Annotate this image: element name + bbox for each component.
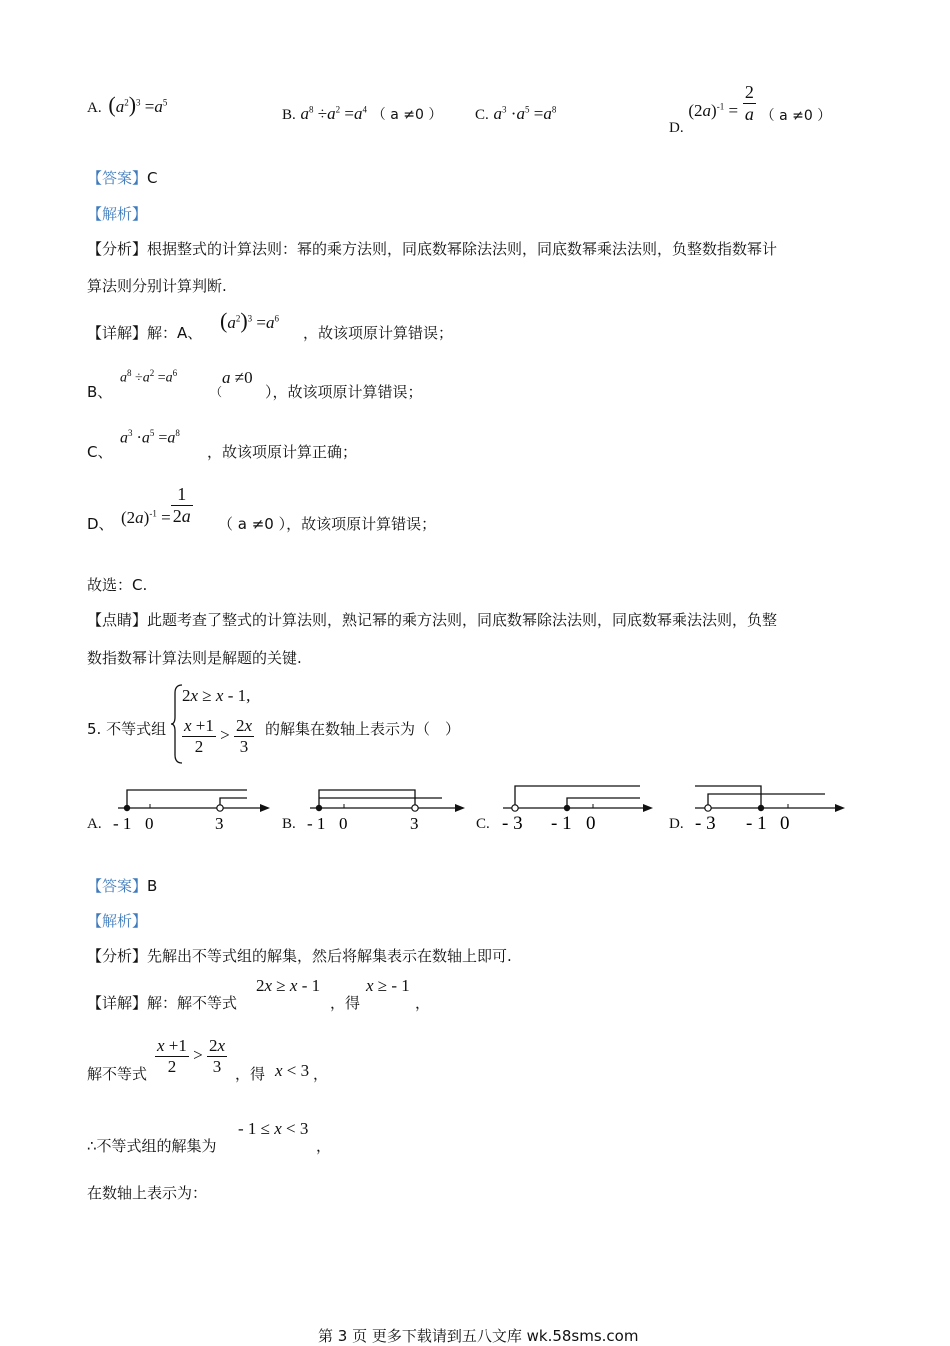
detail-prefix: 解：A、 [147, 324, 203, 342]
step1-result: x ≥ - 1 [366, 976, 410, 995]
ray-1 [515, 786, 640, 808]
tick-label: 3 [215, 814, 224, 833]
q4-option-c: C. $a^3 \cdot a^5 =a^8$ [475, 104, 557, 123]
xiangjie-tag: 【详解】 [87, 994, 148, 1012]
q5-option-c-numberline [498, 780, 658, 840]
step2-mid: ，得 [235, 1065, 266, 1083]
tick-label: 0 [339, 814, 348, 833]
formula-a: $(a^2)^3 =a^6$ [220, 308, 279, 333]
hollow-point [217, 805, 223, 811]
dianjing-tag: 【点睛】 [87, 611, 148, 629]
q5-option-a-label: A. [87, 816, 102, 832]
axis-arrow [455, 804, 465, 812]
page-footer: 第 3 页 更多下载请到五八文库 wk.58sms.com [318, 1327, 639, 1345]
q4-option-b: B. $a^8 \div a^2 =a^4$ （ a ≠0 ） [282, 104, 443, 123]
tick-label: 0 [586, 813, 596, 834]
fenxi-tag: 【分析】 [87, 947, 148, 965]
q5-step1 [87, 992, 237, 1013]
ray-1 [127, 790, 247, 808]
q4-detail-d-result: （ a ≠0 ），故该项原计算错误； [218, 515, 437, 533]
q4-option-a: A. $(a^2)^3 =a^5$ [87, 92, 168, 117]
option-label: B. [282, 107, 296, 123]
q5-stem-suffix: 的解集在数轴上表示为（ ） [265, 720, 461, 738]
dianjing-text: 此题考查了整式的计算法则，熟记幂的乘方法则，同底数幂除法法则，同底数幂乘法法则，负整 [147, 611, 778, 629]
formula-c: $a^3 \cdot a^5 =a^8$ [120, 428, 180, 447]
option-note: （ a ≠0 ） [760, 107, 832, 124]
q4-analysis-tag: 【解析】 [87, 205, 148, 223]
solution-set: - 1 ≤ x < 3 [238, 1119, 309, 1138]
answer-value: B [147, 877, 158, 895]
ray-1 [708, 794, 825, 808]
q5-step2-prefix: 解不等式 [87, 1065, 148, 1083]
q5-analysis-tag: 【解析】 [87, 912, 148, 930]
option-label: A. [87, 100, 102, 116]
q5-stem-prefix: 5. 不等式组 [87, 720, 167, 738]
answer-tag: 【答案】 [87, 169, 148, 187]
q4-detail-c-prefix: C、 [87, 443, 113, 461]
formula-b: $a^8 \div a^2 =a^6$ [120, 368, 178, 386]
fenxi-text: 根据整式的计算法则：幂的乘方法则，同底数幂除法法则，同底数幂乘法法则，负整数指数幂计 [147, 240, 778, 258]
q4-choose: 故选：C. [87, 576, 148, 594]
tick-label: - 1 [746, 813, 767, 834]
ray-2 [220, 798, 247, 808]
answer-value: C [147, 169, 158, 187]
q5-option-a-numberline [110, 780, 275, 840]
q4-answer [87, 167, 158, 188]
q4-dianjing-line1 [87, 609, 777, 630]
tick-label: - 3 [502, 813, 523, 834]
q4-option-d: D. $(2a)^{-1}$ = $\frac{2}{a}$ （ a ≠0 ） [669, 82, 832, 136]
tick-label: - 3 [695, 813, 716, 834]
inequality-2: $\frac{x +1}{2}$ > $\frac{2x}{3}$ [184, 716, 253, 756]
step1-end: ， [415, 994, 431, 1012]
q4-fenxi-line1 [87, 238, 777, 259]
inequality-1: 2x ≥ x - 1, [182, 686, 251, 705]
q5-option-d-label: D. [669, 816, 684, 832]
q5-answer [87, 875, 157, 896]
fenxi-tag: 【分析】 [87, 240, 148, 258]
answer-tag: 【答案】 [87, 877, 148, 895]
fenxi-text: 先解出不等式组的解集，然后将解集表示在数轴上即可. [147, 947, 512, 965]
tick-label: 0 [145, 814, 154, 833]
solid-point [564, 805, 570, 811]
step2-result: x < 3 [275, 1061, 310, 1080]
hollow-point [512, 805, 518, 811]
option-label: C. [475, 107, 489, 123]
solid-point [758, 805, 764, 811]
step-text: 解：解不等式 [147, 994, 238, 1012]
hollow-point [412, 805, 418, 811]
q5-fenxi [87, 945, 512, 966]
step2-inequality: $\frac{x +1}{2}$ > $\frac{2x}{3}$ [157, 1036, 226, 1076]
tick-label: 0 [780, 813, 790, 834]
q5-option-b-numberline [305, 780, 470, 840]
tick-label: - 1 [113, 814, 132, 833]
solid-point [316, 805, 322, 811]
q4-detail-d-prefix: D、 [87, 515, 114, 533]
step1-mid: ，得 [330, 994, 361, 1012]
step2-end: ， [313, 1065, 329, 1083]
q5-step4: 在数轴上表示为： [87, 1184, 208, 1202]
paren-open: （ [210, 385, 223, 399]
q4-detail-a-result: ，故该项原计算错误； [303, 324, 454, 342]
q4-detail-b-result: ），故该项原计算错误； [265, 383, 423, 401]
q4-detail-a [87, 322, 202, 343]
q5-option-c-label: C. [476, 816, 490, 832]
formula-b-cond: a ≠0 [222, 368, 253, 387]
q4-detail-c-result: ，故该项原计算正确； [207, 443, 358, 461]
ray-2 [567, 798, 640, 808]
ray-1 [319, 790, 415, 808]
tick-label: 3 [410, 814, 419, 833]
xiangjie-tag: 【详解】 [87, 324, 148, 342]
axis-arrow [643, 804, 653, 812]
q5-option-d-numberline [690, 780, 850, 840]
ray-2 [695, 786, 761, 808]
hollow-point [705, 805, 711, 811]
q4-fenxi-line2: 算法则分别计算判断. [87, 277, 227, 295]
axis-arrow [260, 804, 270, 812]
step1-inequality: 2x ≥ x - 1 [256, 976, 321, 995]
q4-detail-b-prefix: B、 [87, 383, 113, 401]
q5-option-b-label: B. [282, 816, 296, 832]
q4-dianjing-line2: 数指数幂计算法则是解题的关键. [87, 649, 302, 667]
solid-point [124, 805, 130, 811]
axis-arrow [835, 804, 845, 812]
q5-step3-prefix: ∴不等式组的解集为 [87, 1137, 217, 1155]
tick-label: - 1 [551, 813, 572, 834]
option-label: D. [669, 119, 684, 136]
tick-label: - 1 [307, 814, 326, 833]
formula-d: $(2a)^{-1}$ = $\frac{1}{2a}$ [121, 484, 191, 528]
option-note: （ a ≠0 ） [371, 107, 443, 123]
step3-end: ， [316, 1137, 332, 1155]
